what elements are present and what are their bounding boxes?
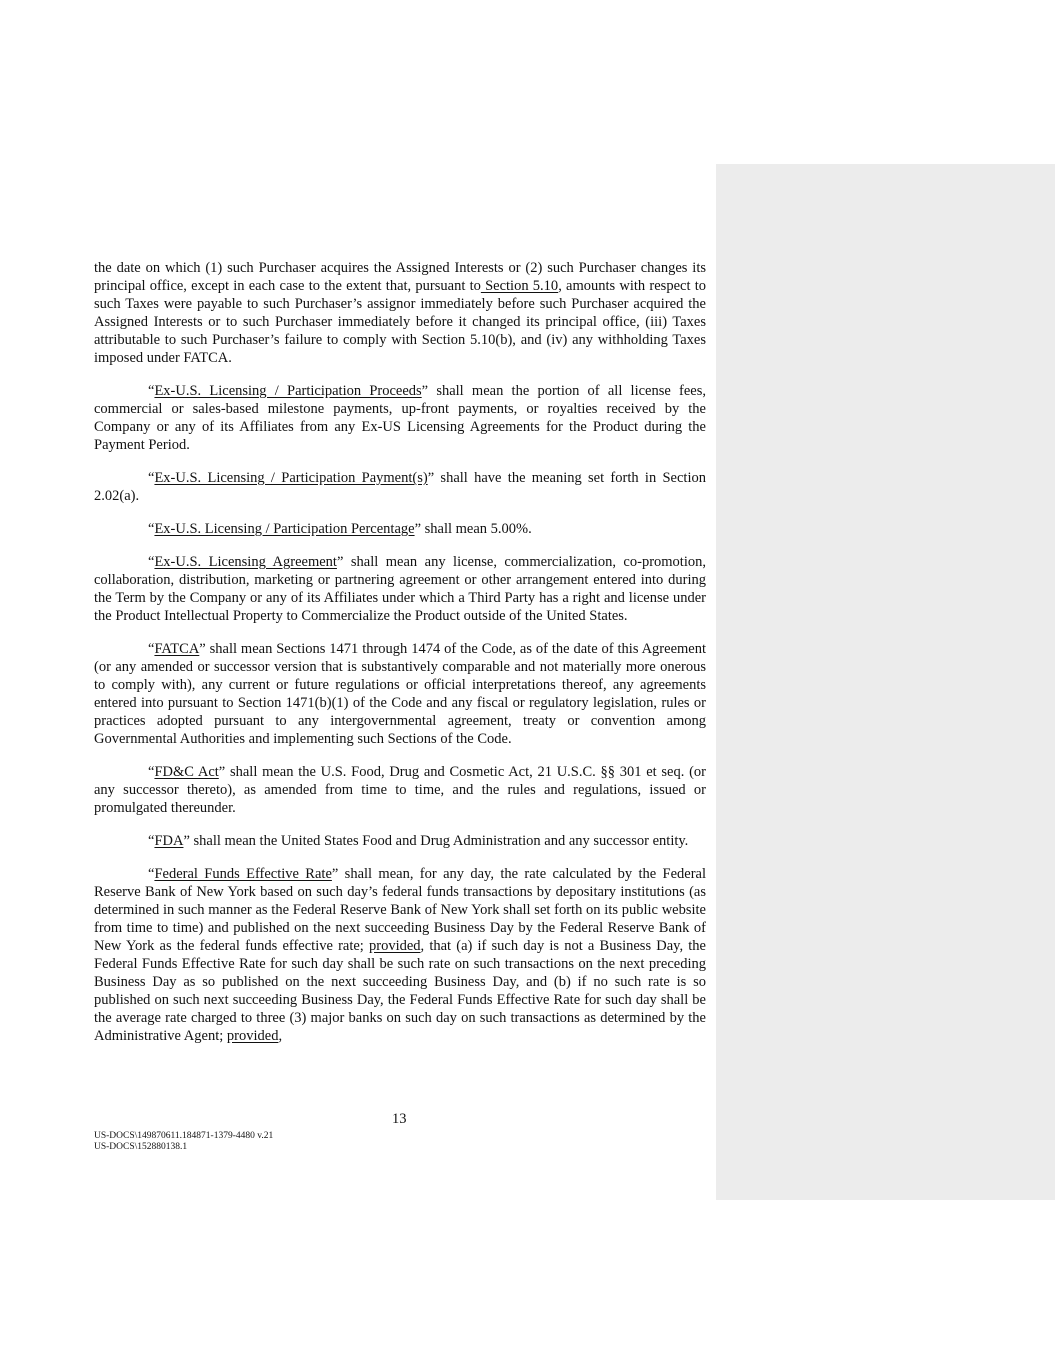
paragraph-text: the date on which (1) such Purchaser acquires the Assigned Interests or (2) such Purchaser changes its principal office, except in each case to the extent that, pursuant to <box>94 260 706 294</box>
definition-fatca <box>94 640 706 748</box>
definition-fdc-act <box>94 763 706 817</box>
footer-doc-id-2: US-DOCS\152880138.1 <box>94 1142 188 1152</box>
defined-term: FATCA <box>154 641 200 657</box>
page-number: 13 <box>392 1111 407 1127</box>
document-body <box>94 259 706 1060</box>
definition-text: ” shall have the meaning set forth in Section 2.02(a). <box>94 470 706 504</box>
definition-ex-us-percentage <box>94 520 706 538</box>
paragraph-continuation <box>94 259 706 367</box>
footer-doc-id-1: US-DOCS\149870611.184871-1379-4480 v.21 <box>94 1131 274 1141</box>
open-quote: “ <box>148 470 155 486</box>
section-reference[interactable]: Section 5.10 <box>480 278 559 294</box>
open-quote: “ <box>148 866 155 882</box>
document-footer <box>94 1131 273 1153</box>
definition-text: , that (a) if such day is not a Business Day, the Federal Funds Effective Rate for such day shall be such rate on such transactions on the next preceding Business Day as so published on the next succeeding Business Day, and (b) if no such rate is so published on such next succeeding Business Day, the Federal Funds Effective Rate for such day shall be the average rate charged to three (3) major banks on such day on such transactions as determined by the Administrative Agent; <box>94 938 706 1044</box>
defined-term: Ex-U.S. Licensing Agreement <box>154 554 337 570</box>
provided-term: provided <box>226 1028 279 1044</box>
definition-fda <box>94 832 706 850</box>
open-quote: “ <box>148 833 155 849</box>
definition-text: ” shall mean the United States Food and Drug Administration and any successor entity. <box>183 833 689 849</box>
definition-text: ” shall mean, for any day, the rate calculated by the Federal Reserve Bank of New York based on such day’s federal funds transactions by depositary institutions (as determined in such manner as the Federal Reserve Bank of New York shall set forth on its public website from time to time) and published on the next succeeding Business Day by the Federal Reserve Bank of New York as the federal funds effective rate; <box>94 866 707 954</box>
definition-text: ” shall mean Sections 1471 through 1474 of the Code, as of the date of this Agreement (or any amended or successor version that is substantively comparable and not materially more onerous to comply with), any current or future regulations or official interpretations thereof, any agreements entered into pursuant to Section 1471(b)(1) of the Code and any fiscal or regulatory legislation, rules or practices adopted pursuant to any intergovernmental agreement, treaty or convention among Governmental Authorities and implementing such Sections of the Code. <box>94 641 706 747</box>
defined-term: FDA <box>154 833 184 849</box>
defined-term: Ex-U.S. Licensing / Participation Proceeds <box>154 383 422 399</box>
definition-text: , <box>278 1028 283 1044</box>
open-quote: “ <box>148 521 155 537</box>
open-quote: “ <box>148 641 155 657</box>
defined-term: FD&C Act <box>154 764 219 780</box>
open-quote: “ <box>148 554 155 570</box>
open-quote: “ <box>148 383 155 399</box>
definition-federal-funds-rate <box>94 865 706 1045</box>
definition-ex-us-payments <box>94 469 706 505</box>
provided-term: provided <box>369 938 421 954</box>
paragraph-text: , amounts with respect to such Taxes were payable to such Purchaser’s assignor immediately before such Purchaser acquired the Assigned Interests or to such Purchaser immediately before it changed its principal office, (iii) Taxes attributable to such Purchaser’s failure to comply with Section 5.10(b), and (iv) any withholding Taxes imposed under FATCA. <box>94 278 706 366</box>
definition-ex-us-licensing-agreement <box>94 553 706 625</box>
defined-term: Federal Funds Effective Rate <box>154 866 332 882</box>
definition-text: ” shall mean the U.S. Food, Drug and Cosmetic Act, 21 U.S.C. §§ 301 et seq. (or any successor thereto), as amended from time to time, and the rules and regulations, issued or promulgated thereunder. <box>94 764 707 816</box>
defined-term: Ex-U.S. Licensing / Participation Percentage <box>154 521 415 537</box>
definition-text: ” shall mean the portion of all license fees, commercial or sales-based milestone payments, up-front payments, or royalties received by the Company or any of its Affiliates from any Ex-US Licensing Agreements for the Product during the Payment Period. <box>94 383 706 453</box>
open-quote: “ <box>148 764 155 780</box>
definition-text: ” shall mean 5.00%. <box>414 521 532 537</box>
definition-text: ” shall mean any license, commercialization, co-promotion, collaboration, distribution, marketing or partnering agreement or other arrangement entered into during the Term by the Company or any of its Affiliates under which a Third Party has a right and license under the Product Intellectual Property to Commercialize the Product outside of the United States. <box>94 554 706 624</box>
definition-ex-us-proceeds <box>94 382 706 454</box>
comment-pane <box>716 164 1055 1200</box>
defined-term: Ex-U.S. Licensing / Participation Payment(s) <box>154 470 428 486</box>
